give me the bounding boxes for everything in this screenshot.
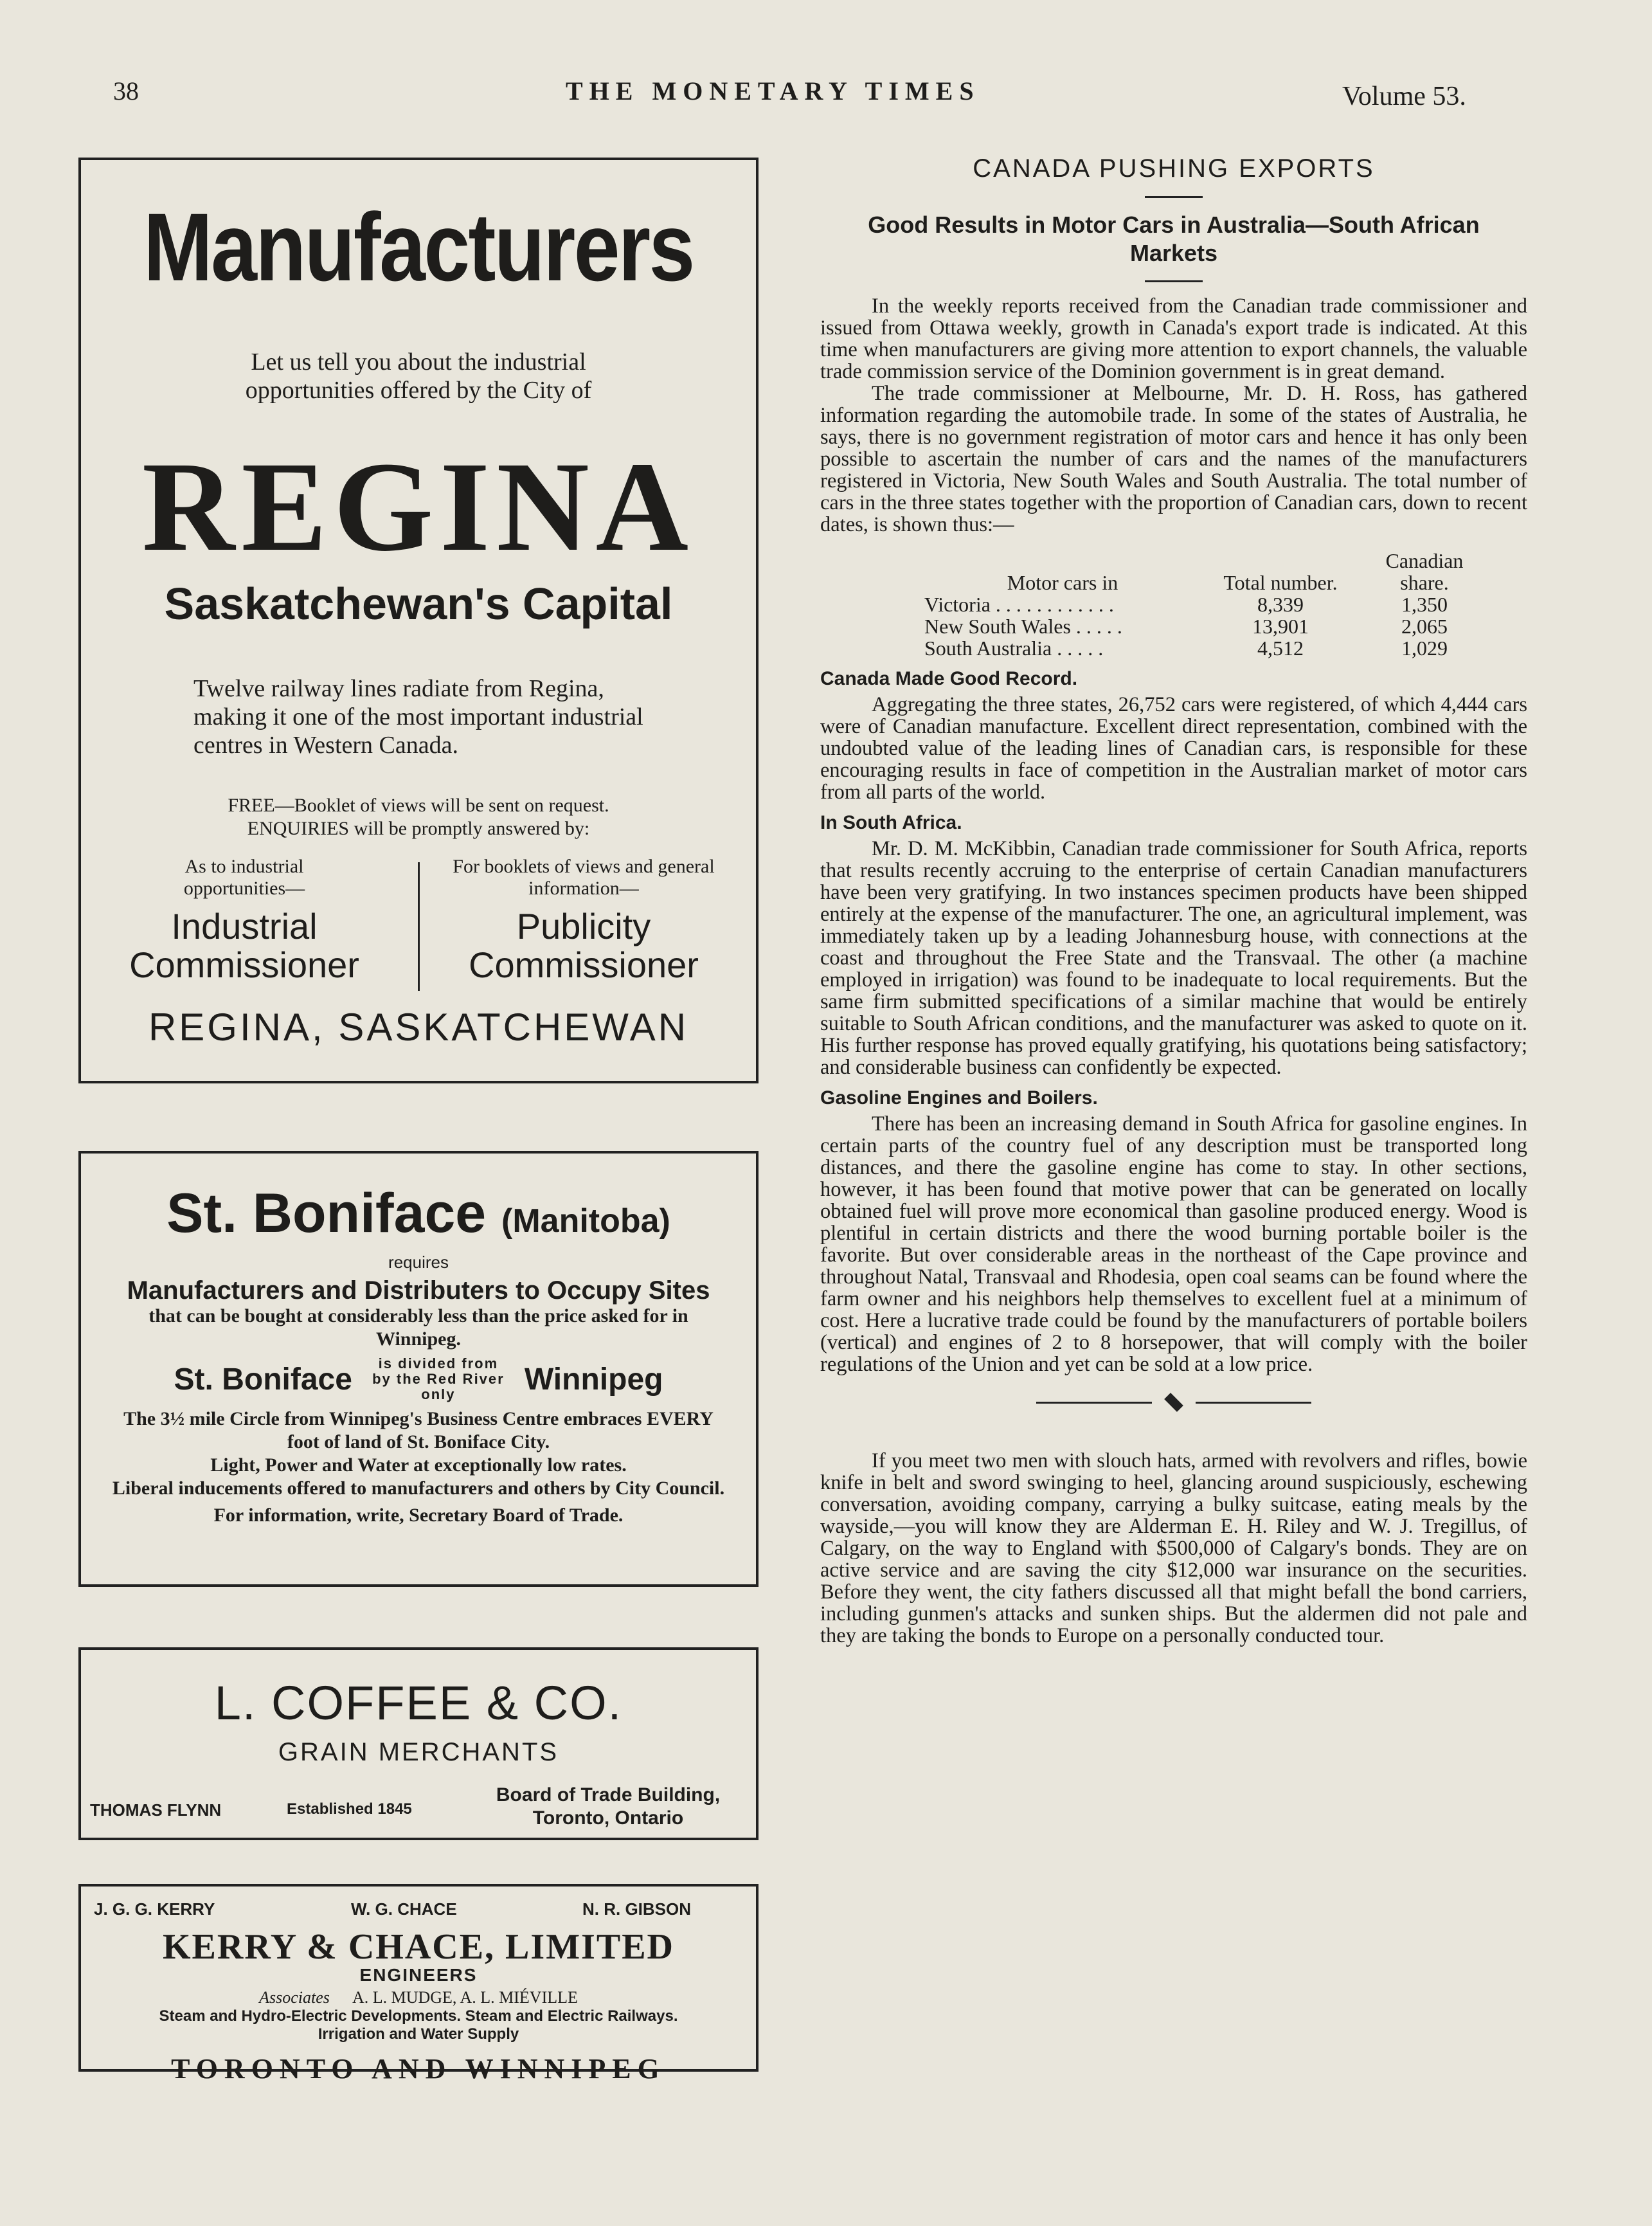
section-ornament <box>820 1393 1527 1411</box>
boniface-light: Light, Power and Water at exceptionally low rates. <box>210 1454 627 1476</box>
article-paragraph-2: The trade commissioner at Melbourne, Mr. D. H. Ross, has gathered information regarding the automobile trade. In some of the states of Australia, he says, there is no government registration of motor cars and hence it has only been possible to ascertain the number of cars and the names of the manufacturers registered in Victoria, New South Wales and South Australia. The total number of cars in the three states together with the proportion of Canadian cars, down to recent dates, is shown thus:— <box>820 382 1527 536</box>
row-canadian: 1,029 <box>1401 637 1448 660</box>
boniface-name: St. Boniface <box>166 1182 487 1244</box>
regina-enquiries: ENQUIRIES will be promptly answered by: <box>247 818 590 839</box>
boniface-title <box>81 1182 756 1244</box>
article-paragraph-1: In the weekly reports received from the Canadian trade commissioner and issued from Ottawa weekly, growth in Canada's export trade is indicated. At this time when manufacturers are giving more attention to export channels, the valuable trade commission service of the Dominion government is in great demand. <box>820 294 1527 383</box>
boniface-requires: requires <box>388 1253 449 1272</box>
st-boniface-advertisement <box>78 1151 759 1587</box>
contact-divider <box>418 862 420 991</box>
subhead-south-africa: In South Africa. <box>820 812 962 833</box>
coffee-subtitle: GRAIN MERCHANTS <box>278 1738 559 1766</box>
coffee-name: L. COFFEE & CO. <box>214 1676 623 1730</box>
industrial-contact <box>84 856 405 984</box>
boniface-row-middle: is divided from by the Red River only <box>372 1355 505 1402</box>
ornament-diamond <box>1164 1393 1183 1412</box>
kerry-engineers: ENGINEERS <box>359 1965 478 1985</box>
page-number: 38 <box>113 77 139 105</box>
kerry-associates <box>81 1988 756 2007</box>
boniface-row-right: Winnipeg <box>524 1362 663 1397</box>
title-rule <box>1145 196 1203 198</box>
partner-kerry: J. G. G. KERRY <box>94 1899 215 1919</box>
subtitle-rule <box>1145 280 1203 282</box>
boniface-bought-text: that can be bought at considerably less than the price asked for in Winnipeg. <box>148 1305 688 1350</box>
associates-label: Associates <box>259 1988 330 2007</box>
motor-cars-table <box>917 550 1496 659</box>
publicity-commissioner: Publicity Commissioner <box>469 906 699 985</box>
col-motor-cars: Motor cars in <box>1007 571 1118 594</box>
row-total: 13,901 <box>1252 615 1309 638</box>
boniface-info: For information, write, Secretary Board of Trade. <box>213 1505 624 1526</box>
regina-intro: Let us tell you about the industrial opportunities offered by the City of <box>245 348 592 404</box>
regina-footer: REGINA, SASKATCHEWAN <box>148 1006 689 1049</box>
boniface-divided-row <box>81 1356 756 1402</box>
regina-city-name: REGINA <box>141 436 696 578</box>
row-canadian: 1,350 <box>1401 593 1448 616</box>
coffee-details <box>81 1784 756 1835</box>
subhead-good-record: Canada Made Good Record. <box>820 668 1078 689</box>
article-paragraph-3: Aggregating the three states, 26,752 cars were registered, of which 4,444 cars were of Canadian manufacture. Excellent direct representation, combined with the undoubted value of the leading lines of Canadian cars, is responsible for these encouraging results in face of competition in the Australian market of motor cars from all parts of the world. <box>820 693 1527 804</box>
row-state: Victoria . . . . . . . . . . . . <box>924 593 1114 616</box>
boniface-province: (Manitoba) <box>501 1202 670 1240</box>
partner-gibson: N. R. GIBSON <box>582 1899 692 1919</box>
subhead-gasoline: Gasoline Engines and Boilers. <box>820 1087 1098 1108</box>
boniface-liberal: Liberal inducements offered to manufacturers and others by City Council. <box>112 1478 725 1499</box>
article <box>820 154 1527 1647</box>
coffee-address: Board of Trade Building, Toronto, Ontario <box>496 1784 721 1829</box>
article-subtitle: Good Results in Motor Cars in Australia—South African Markets <box>868 212 1480 266</box>
boniface-manufacturers: Manufacturers and Distributers to Occupy Sites <box>127 1276 710 1305</box>
coffee-established: Established 1845 <box>287 1800 412 1818</box>
kerry-firm-name: KERRY & CHACE, LIMITED <box>162 1927 674 1967</box>
kerry-cities: TORONTO AND WINNIPEG <box>171 2053 666 2085</box>
ornament-line-left <box>1036 1402 1152 1404</box>
publicity-contact <box>423 856 744 984</box>
volume-label: Volume 53. <box>1342 82 1466 111</box>
running-title: THE MONETARY TIMES <box>566 77 980 105</box>
table-row <box>917 593 1496 615</box>
coffee-person: THOMAS FLYNN <box>90 1800 222 1820</box>
table-row <box>917 615 1496 637</box>
boniface-circle: The 3½ mile Circle from Winnipeg's Business Centre embraces EVERY foot of land of St. Boniface City. <box>123 1408 714 1452</box>
table-header-row <box>917 550 1496 593</box>
row-total: 8,339 <box>1257 593 1304 616</box>
regina-free-booklet: FREE—Booklet of views will be sent on request. <box>228 795 609 816</box>
kerry-partner-names <box>81 1899 756 1925</box>
industrial-commissioner: Industrial Commissioner <box>129 906 359 985</box>
col-total: Total number. <box>1223 571 1338 594</box>
col-canadian: Canadian share. <box>1385 549 1464 594</box>
regina-railway-text: Twelve railway lines radiate from Regina, making it one of the most important industrial centres in Western Canada. <box>193 675 643 759</box>
associates-names: A. L. MUDGE, A. L. MIÉVILLE <box>352 1988 578 2007</box>
row-total: 4,512 <box>1257 637 1304 660</box>
ornament-line-right <box>1196 1402 1311 1404</box>
row-state: South Australia . . . . . <box>924 637 1104 660</box>
row-canadian: 2,065 <box>1401 615 1448 638</box>
article-title: CANADA PUSHING EXPORTS <box>973 154 1375 183</box>
boniface-row-left: St. Boniface <box>174 1362 352 1397</box>
partner-chace: W. G. CHACE <box>351 1899 457 1919</box>
table-row <box>917 637 1496 659</box>
page-header <box>0 76 1652 114</box>
regina-advertisement <box>78 158 759 1083</box>
kerry-description: Steam and Hydro-Electric Developments. Steam and Electric Railways. Irrigation and Water Supply <box>159 2007 678 2043</box>
article-paragraph-6: If you meet two men with slouch hats, armed with revolvers and rifles, bowie knife in belt and sword swinging to heel, glancing around suspiciously, eschewing conversation, avoiding company, carrying a bulky suitcase, eating meals by the wayside,—you will know they are Alderman E. H. Riley and W. J. Tregillus, of Calgary, on the way to England with $500,000 of Calgary's bonds. They are on active service and are saving the city $12,000 war insurance on the securities. Before they went, the city fathers discussed all that might befall the bond carriers, including gunmen's attacks and sunken ships. But the aldermen did not pale and they are taking the bonds to Europe on a personally conducted tour. <box>820 1449 1527 1647</box>
publicity-contact-note: For booklets of views and general information— <box>453 856 715 899</box>
regina-headline: Manufacturers <box>143 193 694 301</box>
regina-contacts <box>81 856 756 991</box>
coffee-advertisement <box>78 1647 759 1840</box>
kerry-chace-advertisement <box>78 1884 759 2085</box>
regina-tagline: Saskatchewan's Capital <box>164 579 673 629</box>
industrial-contact-note: As to industrial opportunities— <box>183 856 305 899</box>
article-paragraph-4: Mr. D. M. McKibbin, Canadian trade commissioner for South Africa, reports that results recently accruing to the enterprise of certain Canadian manufacturers have been very gratifying. In two instances specimen products have been shipped entirely at the expense of the manufacturer. The one, an agricultural implement, was immediately taken up by a leading Johannesburg house, with connections at the coast and throughout the Free State and the Transvaal. The other (a machine employed in irrigation) was found to be inadequate to local requirements. But the same firm submitted specifications of a similar machine that would be entirely suitable to South African conditions, and the manufacturer was asked to quote on it. His further response has proved equally gratifying, his quotations being satisfactory; and considerable business can confidently be expected. <box>820 837 1527 1079</box>
row-state: New South Wales . . . . . <box>924 615 1122 638</box>
article-paragraph-5: There has been an increasing demand in South Africa for gasoline engines. In certain parts of the country fuel of any description must be transported long distances, and there the gasoline engine has come to stay. In other sections, however, it has been found that motive power that can be generated on locally obtained fuel will prove more economical than gasoline produced energy. Wood is plentiful in certain districts and there the wood burning portable boiler is the favorite. But over considerable areas in the northeast of the Cape province and throughout Natal, Transvaal and Rhodesia, open coal seams can be found where the farm owner and his neighbors help themselves to excellent fuel at a minimum of cost. Here a lucrative trade could be found by the manufacturers of portable boilers (vertical) and engines of 2 to 8 horsepower, that will comply with the boiler regulations of the Union and yet can be sold at a low price. <box>820 1112 1527 1376</box>
